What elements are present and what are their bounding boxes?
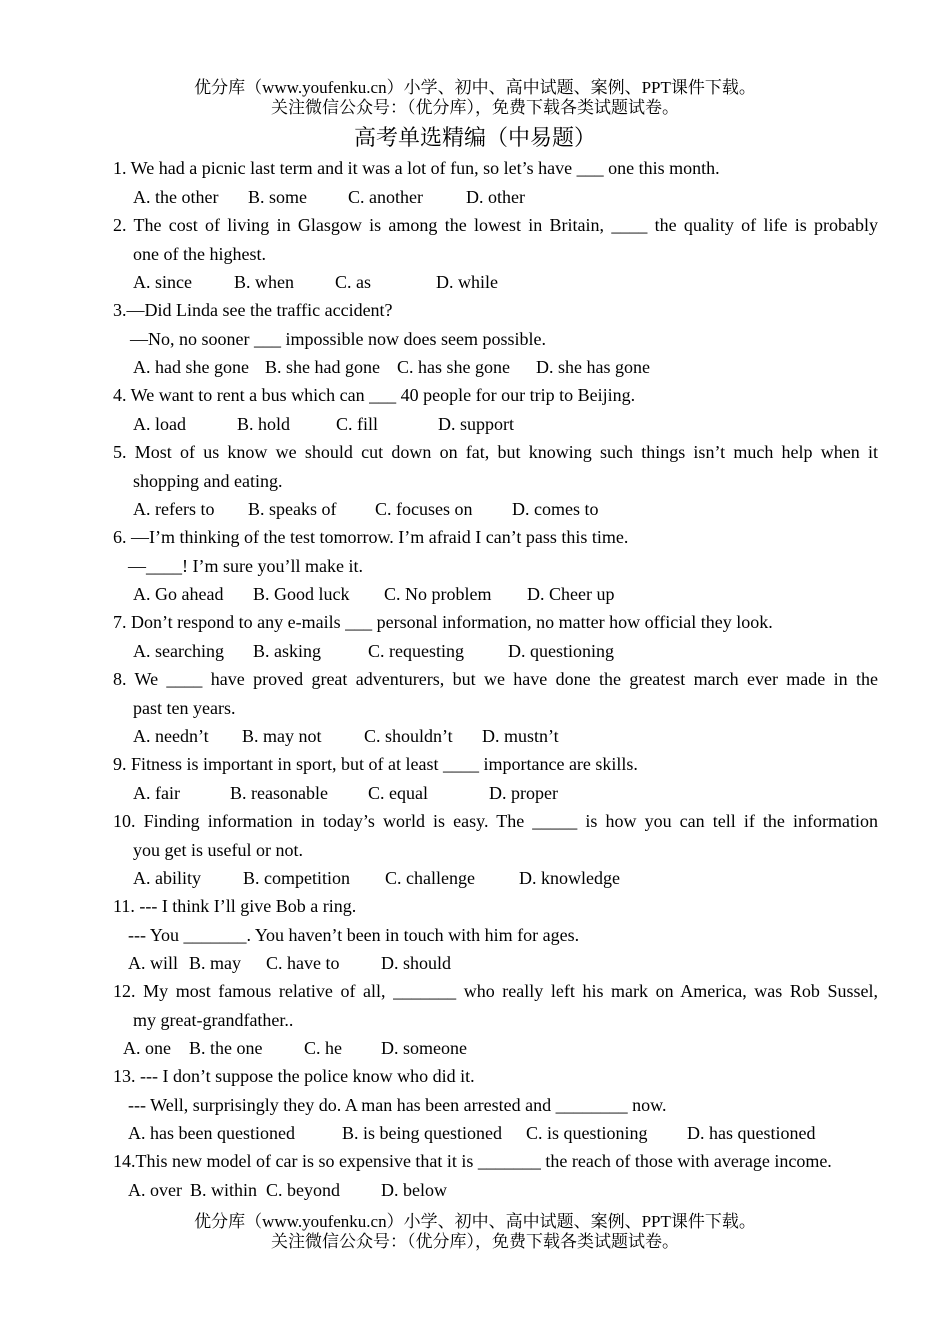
footer-line-1: 优分库（www.youfenku.cn）小学、初中、高中试题、案例、PPT课件下载。: [194, 1212, 756, 1231]
question-10: [113, 807, 878, 893]
option-a: A. needn’t: [133, 726, 209, 746]
option-b: B. hold: [237, 413, 291, 434]
option-b: B. reasonable: [230, 782, 328, 803]
question-2-stem-cont: one of the highest.: [133, 243, 266, 264]
page-title: 高考单选精编（中易题）: [353, 125, 596, 150]
question-12-options: [113, 1034, 878, 1063]
option-d: D. knowledge: [519, 868, 620, 888]
question-11-reply: --- You _______. You haven’t been in touch with him for ages.: [128, 924, 580, 945]
option-a: A. Go ahead: [133, 584, 224, 604]
option-c: C. is questioning: [526, 1123, 648, 1143]
option-a: A. over: [128, 1179, 182, 1200]
question-6-reply: —____! I’m sure you’ll make it.: [128, 555, 363, 576]
question-4: [113, 381, 878, 438]
question-8-options: [113, 722, 878, 751]
question-11-stem: 11. --- I think I’ll give Bob a ring.: [113, 896, 357, 916]
question-1-stem: 1. We had a picnic last term and it was a lot of fun, so let’s have ___ one this month.: [113, 158, 720, 178]
option-c: C. challenge: [385, 868, 475, 888]
question-8: [113, 665, 878, 751]
header-line-1: 优分库（www.youfenku.cn）小学、初中、高中试题、案例、PPT课件下载。: [194, 78, 756, 97]
question-8-stem: 8. We ____ have proved great adventurers, but we have done the greatest march ever made in the: [113, 669, 878, 689]
question-13: [113, 1062, 878, 1148]
option-c: C. requesting: [368, 640, 464, 661]
option-d: D. proper: [489, 782, 558, 803]
option-b: B. the one: [189, 1038, 263, 1058]
option-c: C. beyond: [266, 1179, 340, 1200]
question-4-stem: 4. We want to rent a bus which can ___ 40 people for our trip to Beijing.: [113, 385, 636, 405]
option-d: D. Cheer up: [527, 584, 615, 604]
option-c: C. another: [348, 186, 423, 207]
option-c: C. shouldn’t: [364, 726, 453, 746]
question-13-stem: 13. --- I don’t suppose the police know who did it.: [113, 1066, 475, 1086]
option-c: C. No problem: [384, 584, 492, 604]
question-10-stem: 10. Finding information in today’s world is easy. The _____ is how you can tell if the information: [113, 811, 878, 831]
option-b: B. speaks of: [248, 499, 337, 519]
option-b: B. competition: [243, 868, 350, 888]
option-a: A. the other: [133, 186, 219, 207]
question-3-options: [113, 353, 878, 382]
question-5: [113, 438, 878, 524]
question-1-options: [113, 183, 878, 212]
question-7-stem: 7. Don’t respond to any e-mails ___ personal information, no matter how official they look.: [113, 612, 773, 632]
option-c: C. as: [335, 272, 371, 292]
option-a: A. ability: [133, 868, 201, 888]
option-a: A. will: [128, 953, 179, 973]
question-2: [113, 211, 878, 297]
question-3: [113, 296, 878, 382]
question-6: [113, 523, 878, 609]
option-d: D. below: [381, 1179, 447, 1200]
question-11: [113, 892, 878, 978]
footer-line-2: 关注微信公众号：（优分库），免费下载各类试题试卷。: [271, 1232, 679, 1251]
option-d: D. someone: [381, 1038, 467, 1058]
option-d: D. mustn’t: [482, 726, 559, 746]
question-1: [113, 154, 878, 211]
option-b: B. some: [248, 186, 308, 207]
question-14-stem: 14.This new model of car is so expensive that it is _______ the reach of those with average income.: [113, 1151, 832, 1171]
question-7: [113, 608, 878, 665]
option-b: B. may not: [242, 726, 322, 746]
option-a: A. one: [123, 1038, 171, 1058]
option-c: C. equal: [368, 782, 428, 803]
question-3-reply: —No, no sooner ___ impossible now does seem possible.: [130, 328, 546, 349]
question-6-stem: 6. —I’m thinking of the test tomorrow. I’m afraid I can’t pass this time.: [113, 527, 629, 547]
question-14-options: [113, 1176, 878, 1205]
question-12-stem: 12. My most famous relative of all, _______ who really left his mark on America, was Rob Sussel,: [113, 981, 878, 1001]
question-7-options: [113, 637, 878, 666]
question-2-options: [113, 268, 878, 297]
option-c: C. focuses on: [375, 499, 473, 519]
option-a: A. had she gone: [133, 357, 249, 377]
question-5-stem: 5. Most of us know we should cut down on fat, but knowing such things isn’t much help when it: [113, 442, 878, 462]
option-c: C. has she gone: [397, 357, 510, 377]
question-10-options: [113, 864, 878, 893]
question-5-stem-cont: shopping and eating.: [133, 470, 283, 491]
option-c: C. fill: [336, 413, 379, 434]
option-c: C. he: [304, 1038, 342, 1058]
question-6-options: [113, 580, 878, 609]
question-12: [113, 977, 878, 1063]
option-a: A. load: [133, 413, 186, 434]
question-8-stem-cont: past ten years.: [133, 697, 236, 718]
question-3-stem: 3.—Did Linda see the traffic accident?: [113, 300, 393, 320]
question-5-options: [113, 495, 878, 524]
option-a: A. since: [133, 272, 192, 292]
option-d: D. other: [466, 186, 525, 207]
option-b: B. she had gone: [265, 357, 380, 377]
question-13-options: [113, 1119, 878, 1148]
option-c: C. have to: [266, 953, 340, 973]
question-11-options: [113, 949, 878, 978]
option-b: B. Good luck: [253, 584, 350, 604]
option-b: B. within: [190, 1179, 258, 1200]
option-b: B. asking: [253, 640, 322, 661]
option-d: D. comes to: [512, 499, 599, 519]
option-d: D. questioning: [508, 640, 614, 661]
option-b: B. may: [189, 953, 241, 973]
option-d: D. she has gone: [536, 357, 650, 377]
option-a: A. has been questioned: [128, 1123, 295, 1143]
header-line-2: 关注微信公众号：（优分库），免费下载各类试题试卷。: [271, 98, 679, 117]
option-b: B. is being questioned: [342, 1123, 502, 1143]
option-d: D. has questioned: [687, 1123, 816, 1143]
question-2-stem: 2. The cost of living in Glasgow is among the lowest in Britain, ____ the quality of life is probably: [113, 215, 878, 235]
question-10-stem-cont: you get is useful or not.: [133, 839, 303, 860]
option-a: A. refers to: [133, 499, 215, 519]
question-9-options: [113, 779, 878, 808]
question-9-stem: 9. Fitness is important in sport, but of at least ____ importance are skills.: [113, 754, 638, 774]
question-14: [113, 1147, 878, 1204]
option-d: D. support: [438, 413, 514, 434]
option-d: D. while: [436, 272, 498, 292]
option-a: A. searching: [133, 640, 224, 661]
option-b: B. when: [234, 272, 294, 292]
question-12-stem-cont: my great-grandfather..: [133, 1009, 294, 1030]
option-a: A. fair: [133, 782, 180, 803]
question-4-options: [113, 410, 878, 439]
question-9: [113, 750, 878, 807]
option-d: D. should: [381, 953, 452, 973]
question-13-reply: --- Well, surprisingly they do. A man has been arrested and ________ now.: [128, 1094, 667, 1115]
